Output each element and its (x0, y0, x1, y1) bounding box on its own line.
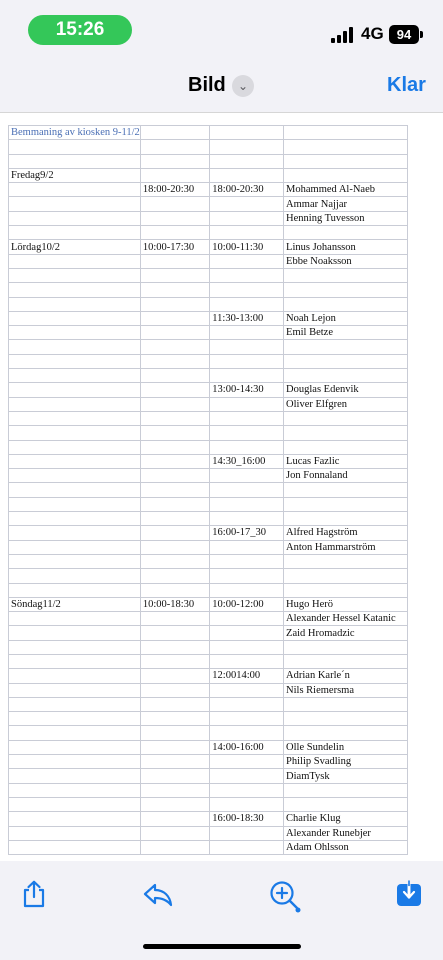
staff-name-cell: Nils Riemersma (284, 683, 408, 697)
shift-time-cell (210, 840, 284, 854)
day-cell (9, 840, 141, 854)
spreadsheet-table (8, 125, 408, 855)
open-hours-cell (140, 683, 209, 697)
table-row (9, 369, 408, 383)
table-row (9, 297, 408, 311)
staff-name-cell: Hugo Herö (284, 597, 408, 611)
document-title: Bemmaning av kiosken 9-11/2 (9, 126, 141, 140)
open-hours-cell (140, 840, 209, 854)
shift-time-cell (210, 569, 284, 583)
zoom-in-icon[interactable] (268, 879, 298, 909)
shift-time-cell: 13:00-14:30 (210, 383, 284, 397)
shift-time-cell (210, 697, 284, 711)
table-row (9, 226, 408, 240)
shift-time-cell: 16:00-18:30 (210, 812, 284, 826)
table-row (9, 197, 408, 211)
open-hours-cell (140, 326, 209, 340)
table-row (9, 826, 408, 840)
shift-time-cell (210, 612, 284, 626)
shift-time-cell (210, 297, 284, 311)
open-hours-cell (140, 297, 209, 311)
day-cell (9, 726, 141, 740)
shift-time-cell (210, 583, 284, 597)
open-hours-cell (140, 626, 209, 640)
open-hours-cell: 18:00-20:30 (140, 183, 209, 197)
shift-time-cell (210, 712, 284, 726)
shift-time-cell (210, 683, 284, 697)
open-hours-cell (140, 411, 209, 425)
shift-time-cell (210, 512, 284, 526)
day-cell (9, 712, 141, 726)
open-hours-cell (140, 540, 209, 554)
table-row (9, 283, 408, 297)
day-cell (9, 654, 141, 668)
shift-time-cell: 11:30-13:00 (210, 311, 284, 325)
open-hours-cell (140, 569, 209, 583)
day-cell (9, 469, 141, 483)
open-hours-cell (140, 254, 209, 268)
table-row (9, 340, 408, 354)
open-hours-cell (140, 654, 209, 668)
table-row (9, 712, 408, 726)
table-row (9, 183, 408, 197)
staff-name-cell: Emil Betze (284, 326, 408, 340)
cellular-signal-icon (331, 27, 357, 43)
table-row (9, 626, 408, 640)
staff-name-cell (284, 569, 408, 583)
day-cell (9, 512, 141, 526)
open-hours-cell (140, 740, 209, 754)
table-row (9, 512, 408, 526)
nav-bar (0, 58, 443, 112)
done-button[interactable]: Klar (387, 74, 426, 96)
save-download-icon[interactable] (396, 879, 426, 909)
shift-time-cell (210, 369, 284, 383)
shift-time-cell (210, 397, 284, 411)
staff-name-cell (284, 154, 408, 168)
open-hours-cell (140, 583, 209, 597)
shift-time-cell (210, 626, 284, 640)
table-row (9, 726, 408, 740)
staff-name-cell: Alexander Runebjer (284, 826, 408, 840)
shift-time-cell (210, 197, 284, 211)
table-row (9, 497, 408, 511)
day-cell (9, 140, 141, 154)
staff-name-cell (284, 369, 408, 383)
staff-name-cell: Henning Tuvesson (284, 211, 408, 225)
staff-name-cell: Ammar Najjar (284, 197, 408, 211)
table-row (9, 612, 408, 626)
shift-time-cell: 18:00-20:30 (210, 183, 284, 197)
day-cell (9, 540, 141, 554)
staff-name-cell: Noah Lejon (284, 311, 408, 325)
day-cell (9, 354, 141, 368)
open-hours-cell (140, 226, 209, 240)
table-row (9, 554, 408, 568)
table-row (9, 597, 408, 611)
staff-name-cell (284, 126, 408, 140)
day-cell (9, 226, 141, 240)
day-cell (9, 612, 141, 626)
shift-time-cell (210, 426, 284, 440)
day-cell (9, 454, 141, 468)
open-hours-cell (140, 154, 209, 168)
staff-name-cell (284, 640, 408, 654)
shift-time-cell (210, 126, 284, 140)
shift-time-cell (210, 154, 284, 168)
table-row (9, 397, 408, 411)
open-hours-cell (140, 526, 209, 540)
day-cell (9, 426, 141, 440)
table-row (9, 168, 408, 182)
shift-time-cell: 14:00-16:00 (210, 740, 284, 754)
day-cell (9, 554, 141, 568)
shift-time-cell (210, 254, 284, 268)
status-bar (0, 0, 443, 58)
staff-name-cell: Philip Svadling (284, 755, 408, 769)
day-cell (9, 697, 141, 711)
table-row (9, 755, 408, 769)
open-hours-cell: 10:00-17:30 (140, 240, 209, 254)
shift-time-cell (210, 755, 284, 769)
shift-time-cell (210, 211, 284, 225)
shift-time-cell: 10:00-11:30 (210, 240, 284, 254)
table-row (9, 740, 408, 754)
open-hours-cell (140, 168, 209, 182)
staff-name-cell (284, 712, 408, 726)
open-hours-cell (140, 483, 209, 497)
day-cell (9, 669, 141, 683)
shift-time-cell (210, 783, 284, 797)
document-preview[interactable] (0, 112, 443, 862)
day-cell: Fredag9/2 (9, 168, 141, 182)
staff-name-cell: DiamTysk (284, 769, 408, 783)
day-cell (9, 254, 141, 268)
open-hours-cell (140, 712, 209, 726)
shift-time-cell (210, 140, 284, 154)
shift-time-cell (210, 268, 284, 282)
staff-name-cell (284, 583, 408, 597)
staff-name-cell (284, 297, 408, 311)
open-hours-cell (140, 354, 209, 368)
open-hours-cell (140, 383, 209, 397)
chevron-down-icon[interactable]: ⌄ (232, 75, 254, 97)
day-cell (9, 626, 141, 640)
table-row (9, 840, 408, 854)
shift-time-cell (210, 540, 284, 554)
staff-name-cell (284, 168, 408, 182)
day-cell (9, 526, 141, 540)
day-cell (9, 311, 141, 325)
open-hours-cell (140, 497, 209, 511)
battery-icon (420, 31, 423, 38)
day-cell (9, 569, 141, 583)
staff-name-cell: Mohammed Al-Naeb (284, 183, 408, 197)
shift-time-cell (210, 326, 284, 340)
open-hours-cell (140, 268, 209, 282)
open-hours-cell (140, 440, 209, 454)
table-row (9, 240, 408, 254)
staff-name-cell (284, 283, 408, 297)
staff-name-cell (284, 697, 408, 711)
table-row (9, 569, 408, 583)
day-cell (9, 383, 141, 397)
table-row (9, 812, 408, 826)
shift-time-cell (210, 769, 284, 783)
day-cell: Lördag10/2 (9, 240, 141, 254)
table-row (9, 483, 408, 497)
day-cell (9, 411, 141, 425)
day-cell (9, 397, 141, 411)
staff-name-cell: Zaid Hromadzic (284, 626, 408, 640)
table-row (9, 769, 408, 783)
shift-time-cell (210, 411, 284, 425)
bottom-toolbar (0, 861, 443, 960)
day-cell (9, 440, 141, 454)
network-type: 4G (361, 24, 384, 43)
table-row (9, 411, 408, 425)
page-title[interactable]: Bild (188, 74, 226, 96)
table-row (9, 211, 408, 225)
table-row (9, 140, 408, 154)
staff-name-cell: Jon Fonnaland (284, 469, 408, 483)
staff-name-cell (284, 497, 408, 511)
table-row (9, 154, 408, 168)
day-cell (9, 297, 141, 311)
open-hours-cell (140, 211, 209, 225)
table-row (9, 669, 408, 683)
open-hours-cell (140, 755, 209, 769)
open-hours-cell (140, 426, 209, 440)
shift-time-cell (210, 168, 284, 182)
battery-level: 94 (389, 25, 419, 44)
open-hours-cell (140, 769, 209, 783)
table-row (9, 797, 408, 811)
open-hours-cell (140, 397, 209, 411)
staff-name-cell: Ebbe Noaksson (284, 254, 408, 268)
staff-name-cell (284, 354, 408, 368)
open-hours-cell (140, 726, 209, 740)
table-row (9, 526, 408, 540)
open-hours-cell (140, 797, 209, 811)
shift-time-cell: 14:30_16:00 (210, 454, 284, 468)
open-hours-cell (140, 826, 209, 840)
open-hours-cell: 10:00-18:30 (140, 597, 209, 611)
day-cell (9, 483, 141, 497)
open-hours-cell (140, 197, 209, 211)
open-hours-cell (140, 311, 209, 325)
staff-name-cell: Oliver Elfgren (284, 397, 408, 411)
staff-name-cell (284, 654, 408, 668)
shift-time-cell (210, 354, 284, 368)
table-row (9, 454, 408, 468)
staff-name-cell: Linus Johansson (284, 240, 408, 254)
table-row (9, 383, 408, 397)
day-cell (9, 755, 141, 769)
day-cell (9, 783, 141, 797)
staff-name-cell (284, 483, 408, 497)
shift-time-cell (210, 340, 284, 354)
day-cell (9, 583, 141, 597)
open-hours-cell (140, 812, 209, 826)
table-row (9, 683, 408, 697)
shift-time-cell (210, 797, 284, 811)
day-cell (9, 283, 141, 297)
day-cell (9, 812, 141, 826)
table-row (9, 697, 408, 711)
staff-name-cell: Anton Hammarström (284, 540, 408, 554)
day-cell (9, 154, 141, 168)
staff-name-cell: Alexander Hessel Katanic (284, 612, 408, 626)
day-cell (9, 640, 141, 654)
open-hours-cell (140, 512, 209, 526)
open-hours-cell (140, 283, 209, 297)
table-row (9, 254, 408, 268)
table-row (9, 654, 408, 668)
staff-name-cell: Alfred Hagström (284, 526, 408, 540)
open-hours-cell (140, 554, 209, 568)
shift-time-cell (210, 640, 284, 654)
staff-name-cell (284, 411, 408, 425)
day-cell (9, 497, 141, 511)
staff-name-cell (284, 226, 408, 240)
table-row (9, 540, 408, 554)
shift-time-cell (210, 554, 284, 568)
shift-time-cell (210, 497, 284, 511)
share-icon[interactable] (19, 879, 49, 909)
table-row (9, 311, 408, 325)
open-hours-cell (140, 783, 209, 797)
day-cell (9, 268, 141, 282)
day-cell (9, 197, 141, 211)
open-hours-cell (140, 140, 209, 154)
staff-name-cell (284, 426, 408, 440)
shift-time-cell: 16:00-17_30 (210, 526, 284, 540)
shift-time-cell (210, 226, 284, 240)
shift-time-cell (210, 726, 284, 740)
day-cell (9, 797, 141, 811)
table-row (9, 783, 408, 797)
table-row (9, 126, 408, 140)
open-hours-cell (140, 126, 209, 140)
shift-time-cell (210, 440, 284, 454)
table-row (9, 440, 408, 454)
open-hours-cell (140, 454, 209, 468)
home-indicator[interactable] (143, 944, 301, 949)
staff-name-cell: Olle Sundelin (284, 740, 408, 754)
day-cell (9, 183, 141, 197)
staff-name-cell (284, 554, 408, 568)
shift-time-cell (210, 826, 284, 840)
markup-reply-icon[interactable] (142, 879, 172, 909)
day-cell (9, 369, 141, 383)
open-hours-cell (140, 369, 209, 383)
shift-time-cell (210, 469, 284, 483)
day-cell (9, 340, 141, 354)
day-cell (9, 326, 141, 340)
day-cell (9, 683, 141, 697)
open-hours-cell (140, 669, 209, 683)
shift-time-cell (210, 654, 284, 668)
staff-name-cell (284, 340, 408, 354)
shift-time-cell: 10:00-12:00 (210, 597, 284, 611)
table-row (9, 326, 408, 340)
staff-name-cell: Adrian Karle´n (284, 669, 408, 683)
staff-name-cell: Charlie Klug (284, 812, 408, 826)
staff-name-cell (284, 726, 408, 740)
day-cell (9, 769, 141, 783)
staff-name-cell: Adam Ohlsson (284, 840, 408, 854)
day-cell (9, 211, 141, 225)
table-row (9, 640, 408, 654)
table-row (9, 354, 408, 368)
staff-name-cell (284, 268, 408, 282)
day-cell: Söndag11/2 (9, 597, 141, 611)
shift-time-cell (210, 483, 284, 497)
open-hours-cell (140, 640, 209, 654)
day-cell (9, 740, 141, 754)
table-row (9, 426, 408, 440)
staff-name-cell (284, 140, 408, 154)
table-row (9, 469, 408, 483)
table-row (9, 268, 408, 282)
shift-time-cell: 12:0014:00 (210, 669, 284, 683)
shift-time-cell (210, 283, 284, 297)
staff-name-cell (284, 797, 408, 811)
status-time[interactable]: 15:26 (28, 15, 132, 45)
staff-name-cell (284, 512, 408, 526)
staff-name-cell: Douglas Edenvik (284, 383, 408, 397)
open-hours-cell (140, 469, 209, 483)
open-hours-cell (140, 612, 209, 626)
open-hours-cell (140, 340, 209, 354)
open-hours-cell (140, 697, 209, 711)
staff-name-cell (284, 440, 408, 454)
staff-name-cell: Lucas Fazlic (284, 454, 408, 468)
table-row (9, 583, 408, 597)
staff-name-cell (284, 783, 408, 797)
day-cell (9, 826, 141, 840)
